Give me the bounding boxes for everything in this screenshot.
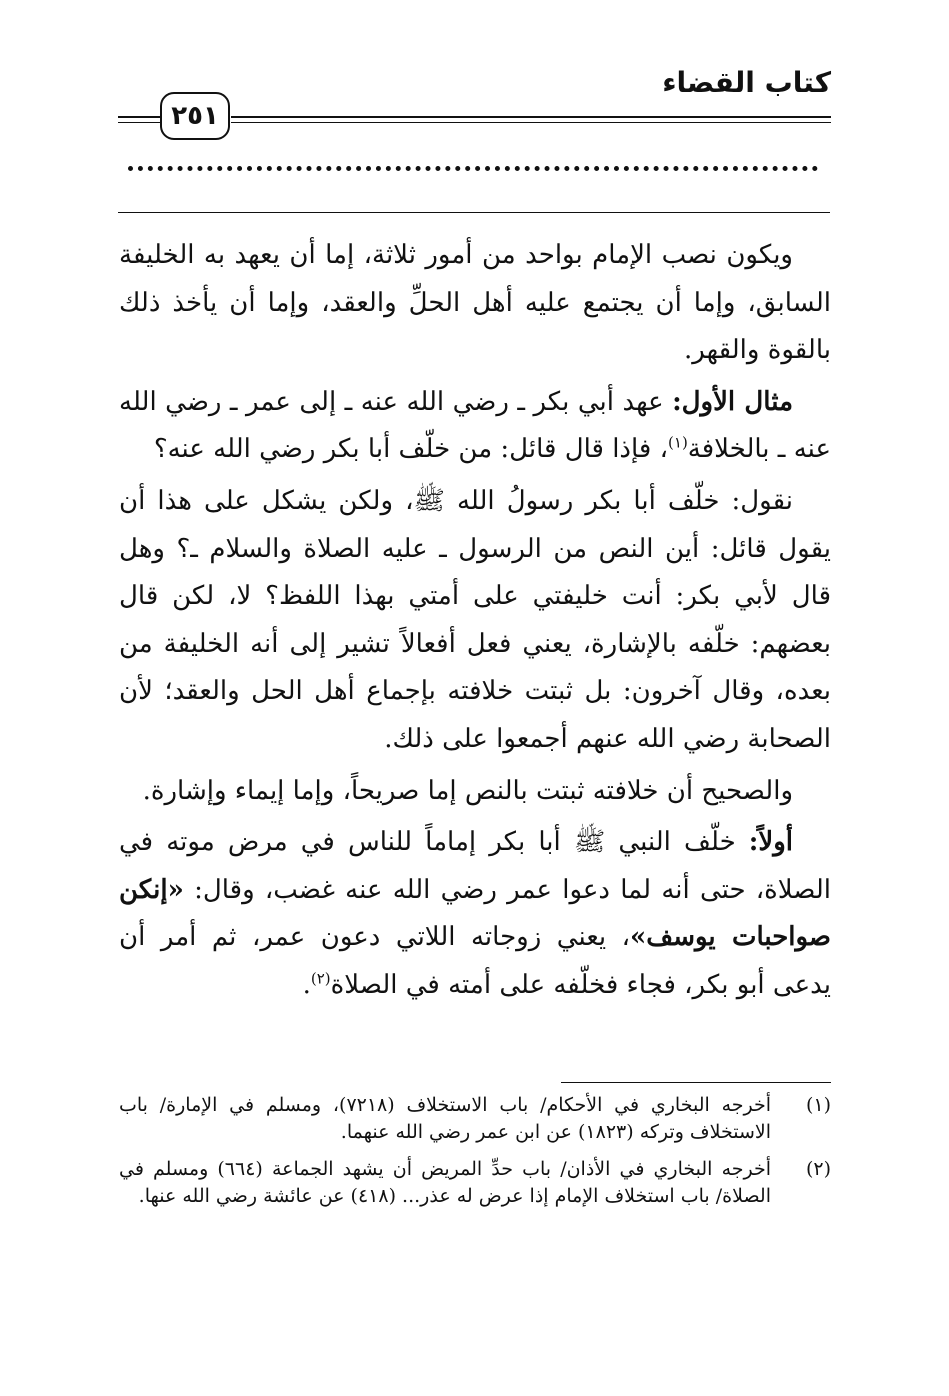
footnote-number: (١) xyxy=(805,1094,831,1116)
first-point-label: أولاً: xyxy=(748,827,793,858)
running-title: كتاب القضاء xyxy=(662,66,831,99)
paragraph-2 xyxy=(119,379,831,474)
footnote-text: أخرجه البخاري في الأحكام/ باب الاستخلاف (٧٢١٨)، ومسلم في الإمارة/ باب الاستخلاف وتركه (١٨٢٣) عن ابن عمر رضي الله عنهما. xyxy=(119,1094,772,1143)
footnote-number: (٢) xyxy=(805,1158,831,1180)
footnote-ref-1[interactable]: (١) xyxy=(668,433,688,452)
footnote-1 xyxy=(119,1092,831,1146)
example-label: مثال الأول: xyxy=(672,386,793,417)
paragraph-5-text-cont: ، يعني زوجاته اللاتي دعون عمر، ثم أمر أن يدعى أبو بكر، فجاء فخلّفه على أمته في الصلاة xyxy=(119,922,831,1000)
paragraph-3: نقول: خلّف أبا بكر رسولُ الله ﷺ، ولكن يشكل على هذا أن يقول قائل: أين النص من الرسول ـ عليه الصلاة والسلام ـ؟ وهل قال لأبي بكر: أنت خليفتي على أمتي بهذا اللفظ؟ لا، لكن قال بعضهم: خلّفه بالإشارة، يعني فعل أفعالاً تشير إلى أنه الخليفة من بعده، وقال آخرون: بل ثبتت خلافته بإجماع أهل الحل والعقد؛ لأن الصحابة رضي الله عنهم أجمعوا على ذلك. xyxy=(119,485,831,754)
hadith-quote: «إنكن صواحبات يوسف» xyxy=(119,874,832,953)
header-rule-short xyxy=(118,116,162,123)
page-number-text: ٢٥١ xyxy=(171,101,219,131)
paragraph-2-text-end: ، فإذا قال قائل: من خلّف أبا بكر رضي الله عنه؟ xyxy=(153,434,669,465)
paragraph-1: ويكون نصب الإمام بواحد من أمور ثلاثة، إما أن يعهد به الخليفة السابق، وإما أن يجتمع عليه أهل الحلِّ والعقد، وإما أن يأخذ ذلك بالقوة والقهر. xyxy=(119,240,831,366)
paragraph-4: والصحيح أن خلافته ثبتت بالنص إما صريحاً، وإما إيماء وإشارة. xyxy=(142,775,793,806)
footnote-ref-2[interactable]: (٢) xyxy=(310,969,331,988)
paragraph-5-text: خلّف النبي ﷺ أبا بكر إماماً للناس في مرض موته في الصلاة، حتى أنه لما دعوا عمر رضي الله عنه غضب، وقال: xyxy=(119,827,831,905)
footnote-2 xyxy=(119,1156,831,1210)
section-rule xyxy=(118,212,830,213)
paragraph-5-end: . xyxy=(302,969,311,1000)
paragraph-5 xyxy=(119,819,831,1009)
header-rule xyxy=(231,116,831,123)
main-text xyxy=(119,232,831,1014)
page-number xyxy=(160,92,230,140)
dotted-separator xyxy=(128,166,818,171)
paragraph-2-text: عهد أبي بكر ـ رضي الله عنه ـ إلى عمر ـ رضي الله عنه ـ بالخلافة xyxy=(119,386,831,465)
footnotes xyxy=(119,1092,831,1220)
footnote-text: أخرجه البخاري في الأذان/ باب حدِّ المريض أن يشهد الجماعة (٦٦٤) ومسلم في الصلاة/ باب استخلاف الإمام إذا عرض له عذر... (٤١٨) عن عائشة رضي الله عنها. xyxy=(119,1158,772,1207)
footnote-rule xyxy=(561,1082,831,1083)
